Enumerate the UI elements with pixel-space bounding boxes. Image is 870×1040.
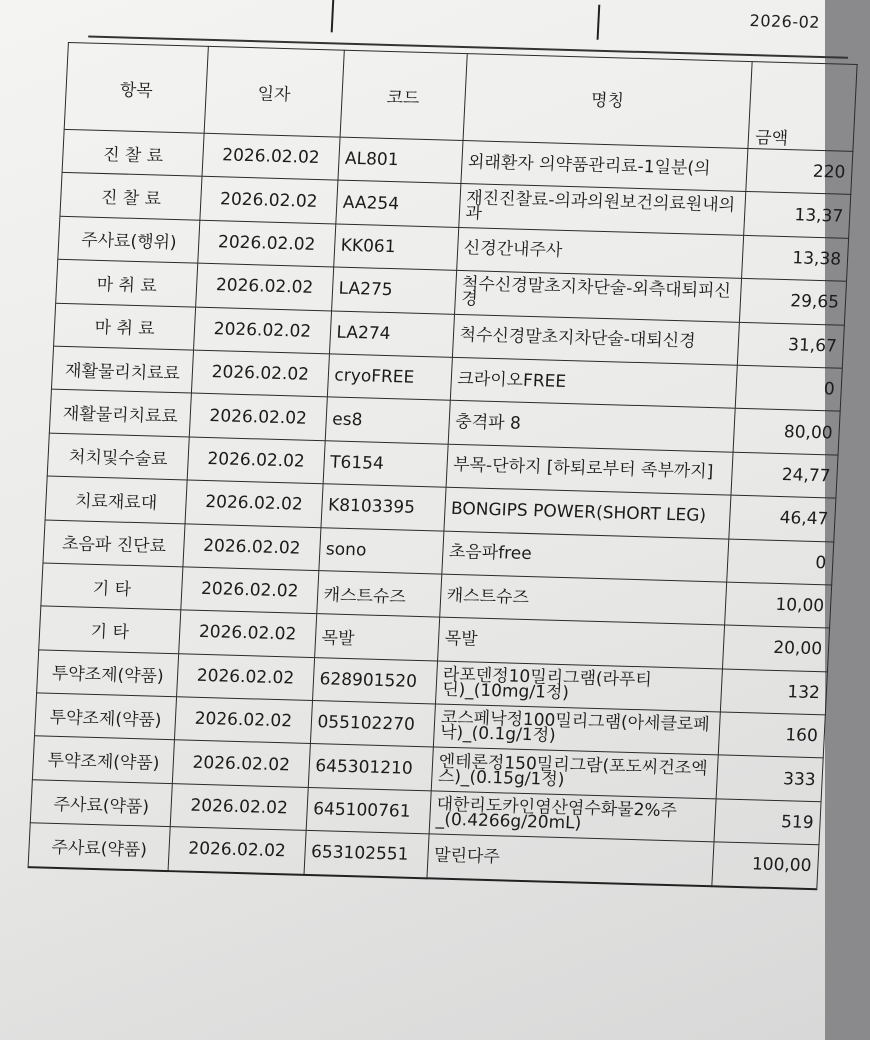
row-item: 마 취 료 xyxy=(56,259,198,306)
row-amount: 160 xyxy=(718,712,825,758)
row-name: 외래환자 의약품관리료-1일분(의 xyxy=(460,141,748,192)
row-code: cryoFREE xyxy=(327,354,452,401)
row-name: 초음파free xyxy=(441,531,729,582)
row-amount: 31,67 xyxy=(738,322,845,368)
row-code: LA275 xyxy=(331,267,456,314)
row-date: 2026.02.02 xyxy=(173,740,310,787)
row-amount: 519 xyxy=(714,799,821,845)
table-body xyxy=(28,129,853,888)
row-code: 628901520 xyxy=(312,657,437,704)
row-item: 치료재료대 xyxy=(45,476,187,523)
row-amount: 0 xyxy=(735,365,842,411)
row-amount: 333 xyxy=(716,755,823,801)
row-code: 645301210 xyxy=(308,744,433,791)
row-name: 엔테론정150밀리그람(포도씨건조엑스)_(0.15g/1정) xyxy=(431,747,719,798)
row-amount: 29,65 xyxy=(740,279,847,325)
issue-date-fragment: 2026-02 xyxy=(749,10,821,32)
row-date: 2026.02.02 xyxy=(196,263,333,310)
row-date: 2026.02.02 xyxy=(190,393,327,440)
receipt-sheet xyxy=(24,0,870,961)
row-amount: 100,00 xyxy=(712,842,819,889)
row-code: AA254 xyxy=(335,180,460,227)
row-date: 2026.02.02 xyxy=(200,177,337,224)
row-date: 2026.02.02 xyxy=(185,480,322,527)
row-code: 645100761 xyxy=(306,787,431,834)
row-code: 653102551 xyxy=(304,831,429,878)
top-box-divider xyxy=(597,5,600,40)
row-item: 기 타 xyxy=(41,563,183,610)
row-date: 2026.02.02 xyxy=(192,350,329,397)
row-name: 척수신경말초지차단술-대퇴신경 xyxy=(452,314,740,365)
row-item: 주사료(행위) xyxy=(58,216,200,263)
row-name: 크라이오FREE xyxy=(450,357,738,408)
row-item: 투약조제(약품) xyxy=(34,693,176,740)
row-amount: 13,37 xyxy=(744,192,851,238)
row-date: 2026.02.02 xyxy=(177,653,314,700)
row-name: 충격파 8 xyxy=(448,401,736,452)
row-item: 투약조제(약품) xyxy=(37,650,179,697)
row-item: 투약조제(약품) xyxy=(32,736,174,783)
row-amount: 0 xyxy=(727,539,834,585)
col-header-name: 명칭 xyxy=(463,54,753,149)
top-box-divider xyxy=(331,0,334,32)
row-item: 주사료(약품) xyxy=(30,780,172,827)
col-header-date: 일자 xyxy=(204,46,343,137)
row-name: 말린다주 xyxy=(426,834,714,886)
row-date: 2026.02.02 xyxy=(187,437,324,484)
row-amount: 132 xyxy=(721,669,828,715)
row-amount: 80,00 xyxy=(733,409,840,455)
row-date: 2026.02.02 xyxy=(179,610,316,657)
row-date: 2026.02.02 xyxy=(168,827,305,875)
row-amount: 24,77 xyxy=(731,452,838,498)
row-code: 목발 xyxy=(314,614,439,661)
row-amount: 13,38 xyxy=(742,235,849,281)
row-item: 진 찰 료 xyxy=(62,129,204,176)
col-header-amount: 금액 xyxy=(748,62,857,152)
row-name: BONGIPS POWER(SHORT LEG) xyxy=(443,487,731,538)
row-date: 2026.02.02 xyxy=(175,697,312,744)
row-code: es8 xyxy=(325,397,450,444)
row-item: 기 타 xyxy=(39,606,181,653)
row-name: 대한리도카인염산염수화물2%주_(0.4266g/20mL) xyxy=(429,791,717,842)
row-amount: 20,00 xyxy=(723,625,830,671)
row-name: 부목-단하지 [하퇴로부터 족부까지] xyxy=(446,444,734,495)
row-name: 척수신경말초지차단술-외측대퇴피신경 xyxy=(454,271,742,322)
row-date: 2026.02.02 xyxy=(183,523,320,570)
row-amount: 10,00 xyxy=(725,582,832,628)
row-date: 2026.02.02 xyxy=(170,784,307,831)
row-item: 재활물리치료료 xyxy=(49,389,191,436)
row-code: 055102270 xyxy=(310,701,435,748)
row-item: 마 취 료 xyxy=(54,303,196,350)
row-code: 캐스트슈즈 xyxy=(316,571,441,618)
row-name: 신경간내주사 xyxy=(456,227,744,278)
row-name: 재진진찰료-의과의원보건의료원내의과 xyxy=(458,184,746,235)
row-code: T6154 xyxy=(323,441,448,488)
row-item: 진 찰 료 xyxy=(60,173,202,220)
row-date: 2026.02.02 xyxy=(198,220,335,267)
row-item: 재활물리치료료 xyxy=(51,346,193,393)
row-name: 목발 xyxy=(437,617,725,668)
row-code: K8103395 xyxy=(320,484,445,531)
row-name: 라포덴정10밀리그램(라푸티딘)_(10mg/1정) xyxy=(435,661,723,712)
row-code: sono xyxy=(318,527,443,574)
row-date: 2026.02.02 xyxy=(202,133,339,180)
col-header-item: 항목 xyxy=(64,42,208,133)
row-item: 처치및수술료 xyxy=(47,433,189,480)
col-header-code: 코드 xyxy=(340,50,467,140)
row-item: 주사료(약품) xyxy=(28,823,170,871)
row-name: 코스페낙정100밀리그램(아세클로페낙)_(0.1g/1정) xyxy=(433,704,721,755)
row-date: 2026.02.02 xyxy=(181,567,318,614)
row-date: 2026.02.02 xyxy=(194,307,331,354)
row-amount: 220 xyxy=(746,148,853,194)
row-name: 캐스트슈즈 xyxy=(439,574,727,625)
row-code: KK061 xyxy=(333,224,458,271)
row-item: 초음파 진단료 xyxy=(43,520,185,567)
billing-table xyxy=(28,42,858,890)
row-code: LA274 xyxy=(329,310,454,357)
row-amount: 46,47 xyxy=(729,495,836,541)
row-code: AL801 xyxy=(337,137,462,184)
